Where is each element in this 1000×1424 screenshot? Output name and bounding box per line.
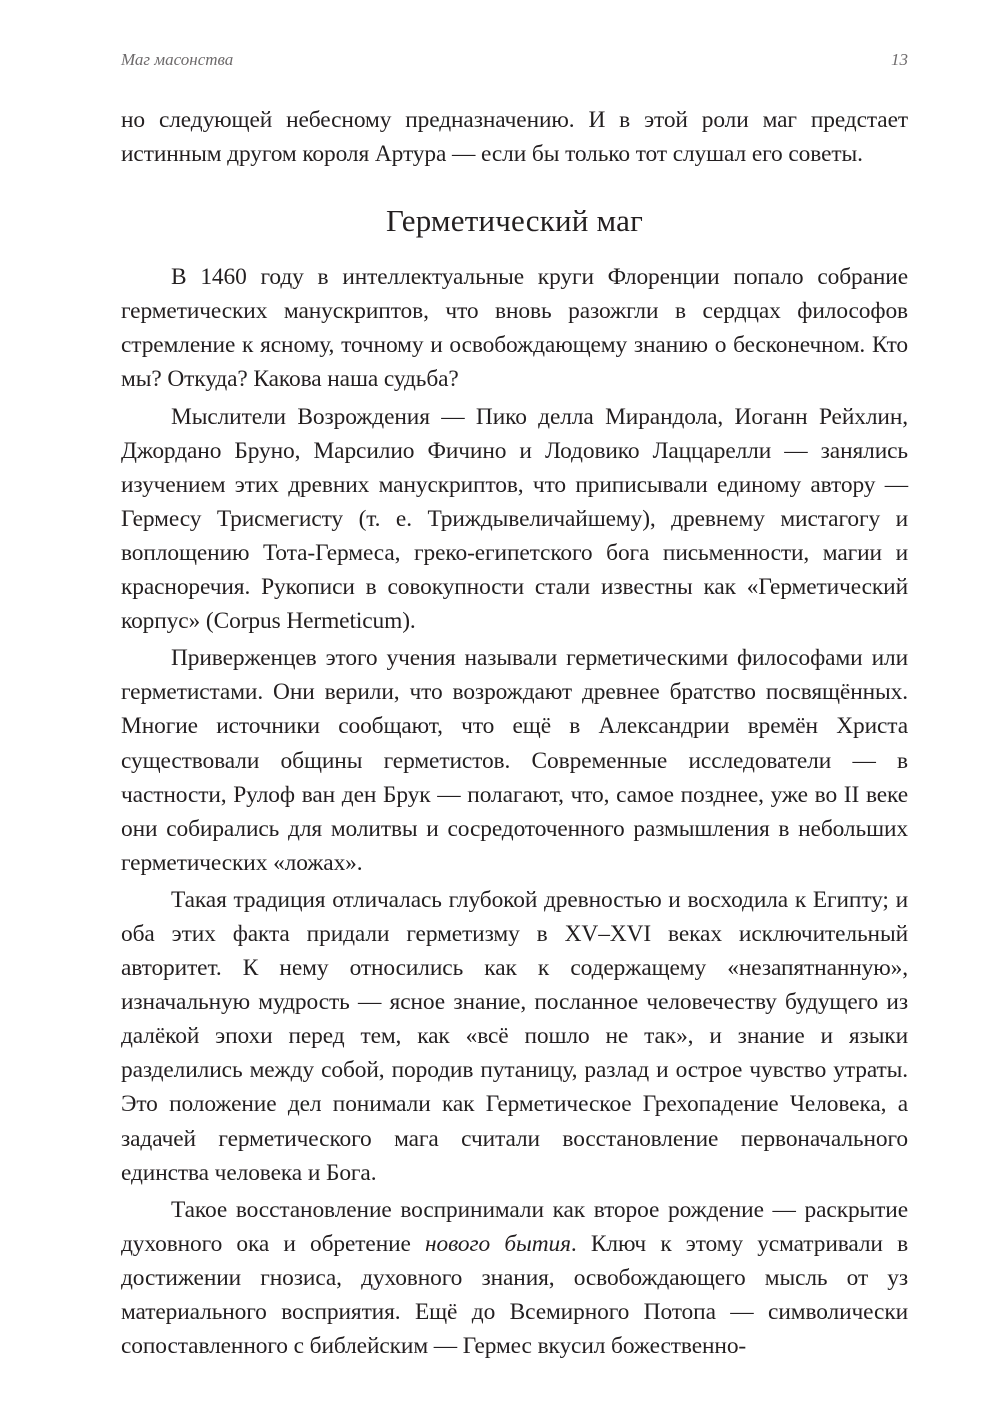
body-text	[121, 103, 908, 1363]
page-number: 13	[891, 50, 908, 69]
paragraph-5	[121, 1193, 908, 1363]
paragraph-2: Мыслители Возрождения — Пико делла Мирандола, Иоганн Рейхлин, Джордано Бруно, Марсилио Фичино и Лодовико Лаццарелли — занялись изучением этих древних манускриптов, что приписывали единому автору — Гермесу Трисмегисту (т. е. Триждывеличайшему), древнему мистагогу и воплощению Тота-Гермеса, греко-египетского бога письменности, магии и красноречия. Рукописи в совокупности стали известны как «Герметический корпус» (Corpus Hermeticum).	[121, 403, 908, 635]
section-heading: Герметический маг	[385, 203, 644, 239]
paragraph-4: Такая традиция отличалась глубокой древностью и восходила к Египту; и оба этих факта придали герметизму в XV–XVI веках исключительный авторитет. К нему относились как к содержащему «незапятнанную», изначальную мудрость — ясное знание, посланное человечеству будущего из далёкой эпохи перед тем, как «всё пошло не так», и знание и языки разделились между собой, породив путаницу, разлад и острое чувство утраты. Это положение дел понимали как Герметическое Грехопадение Человека, а задачей герметического мага считали восстановление первоначального единства человека и Бога.	[121, 886, 908, 1186]
continuation-paragraph: но следующей небесному предназначению. И в этой роли маг предстает истинным другом короля Артура — если бы только тот слушал его советы.	[121, 107, 908, 168]
paragraph-3: Приверженцев этого учения называли герметическими философами или герметистами. Они верили, что возрождают древнее братство посвящённых. Многие источники сообщают, что ещё в Александрии времён Христа существовали общины герметистов. Современные исследователи — в частности, Рулоф ван ден Брук — полагают, что, самое позднее, уже во II веке они собирались для молитвы и сосредоточенного размышления в небольших герметических «ложах».	[121, 645, 908, 876]
running-header	[121, 50, 908, 74]
running-title: Маг масонства	[121, 50, 234, 69]
paragraph-5-italic-phrase: нового бытия	[425, 1230, 571, 1257]
paragraph-1: В 1460 году в интеллектуальные круги Флоренции попало собрание герметических манускриптов, что вновь разожгли в сердцах философов стремление к ясному, точному и освобождающему знанию о бесконечном. Кто мы? Откуда? Какова наша судьба?	[121, 264, 908, 393]
paragraph-5-end: . Ключ к этому усматривали в достижении гнозиса, духовного знания, освобождающего мысль от уз материального восприятия. Ещё до Всемирного Потопа — символически сопоставленного с библейским — Гермес вкусил божественно-	[121, 1230, 909, 1360]
paragraph-5-start: Такое восстановление воспринимали как второе рождение — раскрытие духовного ока и обретение	[121, 1196, 908, 1257]
